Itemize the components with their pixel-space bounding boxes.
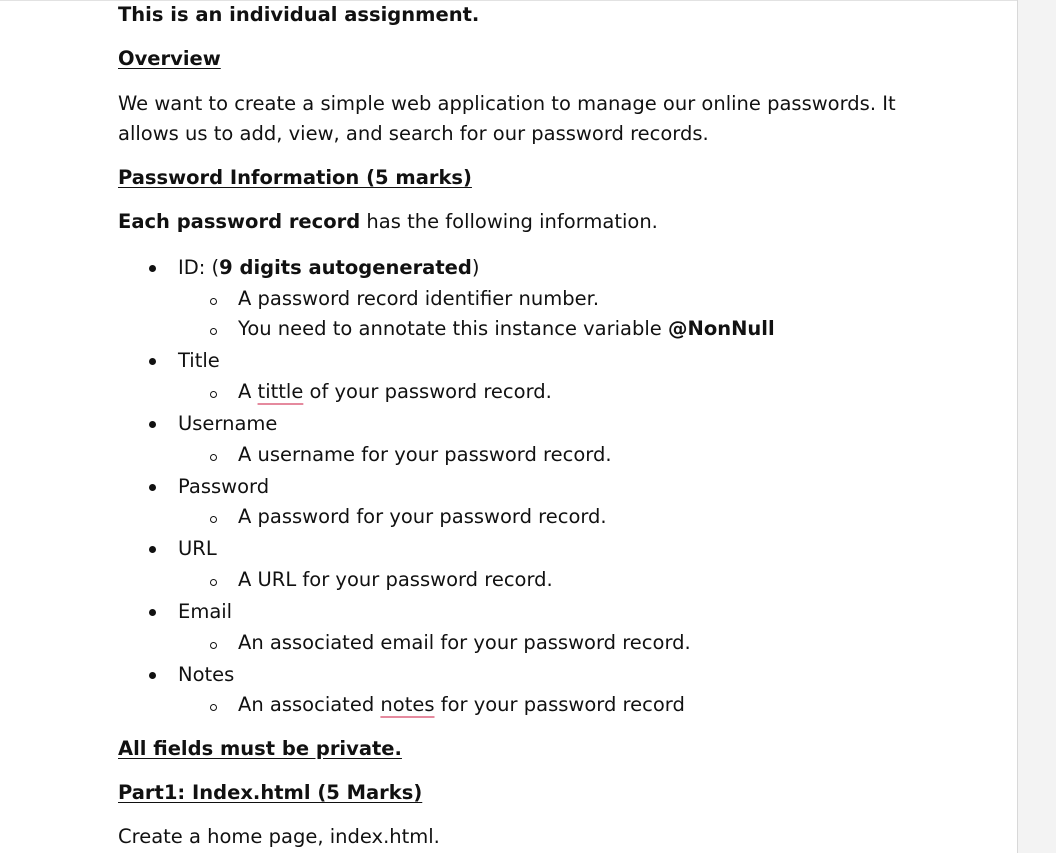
record-intro-rest: has the following information. bbox=[360, 210, 658, 233]
sub-bullet-id-1 bbox=[210, 298, 217, 305]
field-username-label: Username bbox=[178, 412, 278, 435]
field-title-label: Title bbox=[178, 349, 220, 372]
record-intro bbox=[118, 210, 658, 234]
field-email-detail: An associated email for your password record. bbox=[238, 631, 691, 654]
page-top-edge bbox=[0, 0, 1017, 1]
field-url-detail: A URL for your password record. bbox=[238, 568, 553, 591]
sub-bullet-username bbox=[210, 454, 217, 461]
overview-text-line-2: allows us to add, view, and search for our password records. bbox=[118, 122, 709, 145]
sub-bullet-url bbox=[210, 579, 217, 586]
field-id-detail-2: You need to annotate this instance variable @NonNull bbox=[238, 317, 775, 340]
overview-heading: Overview bbox=[118, 47, 221, 70]
part1-text: Create a home page, index.html. bbox=[118, 825, 440, 848]
sub-bullet-notes bbox=[210, 704, 217, 711]
bullet-title bbox=[149, 358, 156, 365]
part1-heading: Part1: Index.html (5 Marks) bbox=[118, 781, 423, 804]
nonnull-annotation: @NonNull bbox=[668, 317, 775, 340]
spelling-flag-notes[interactable]: notes bbox=[380, 693, 435, 716]
bullet-notes bbox=[149, 672, 156, 679]
field-email-label: Email bbox=[178, 600, 233, 623]
sub-bullet-id-2 bbox=[210, 328, 217, 335]
sub-bullet-password bbox=[210, 516, 217, 523]
spelling-flag-tittle[interactable]: tittle bbox=[257, 380, 304, 403]
field-title-detail: A tittle of your password record. bbox=[238, 380, 552, 403]
field-password-detail: A password for your password record. bbox=[238, 505, 607, 528]
record-intro-bold: Each password record bbox=[118, 210, 361, 233]
field-password-label: Password bbox=[178, 475, 270, 498]
bullet-username bbox=[149, 421, 156, 428]
field-id-detail-1: A password record identifier number. bbox=[238, 287, 600, 310]
bullet-id bbox=[149, 265, 156, 272]
field-url-label: URL bbox=[178, 537, 217, 560]
field-id-label: ID: (9 digits autogenerated) bbox=[178, 256, 480, 279]
assignment-type-line: This is an individual assignment. bbox=[118, 3, 480, 26]
private-fields-heading: All fields must be private. bbox=[118, 737, 402, 760]
sub-bullet-title bbox=[210, 391, 217, 398]
overview-text-line-1: We want to create a simple web application to manage our online passwords. It bbox=[118, 92, 896, 115]
vertical-scrollbar[interactable] bbox=[1017, 0, 1056, 853]
bullet-password bbox=[149, 484, 156, 491]
bullet-email bbox=[149, 609, 156, 616]
field-username-detail: A username for your password record. bbox=[238, 443, 612, 466]
password-info-heading: Password Information (5 marks) bbox=[118, 166, 472, 189]
sub-bullet-email bbox=[210, 642, 217, 649]
field-notes-label: Notes bbox=[178, 663, 235, 686]
bullet-url bbox=[149, 546, 156, 553]
field-id-label-bold: 9 digits autogenerated bbox=[219, 256, 472, 279]
field-notes-detail: An associated notes for your password record bbox=[238, 693, 685, 716]
